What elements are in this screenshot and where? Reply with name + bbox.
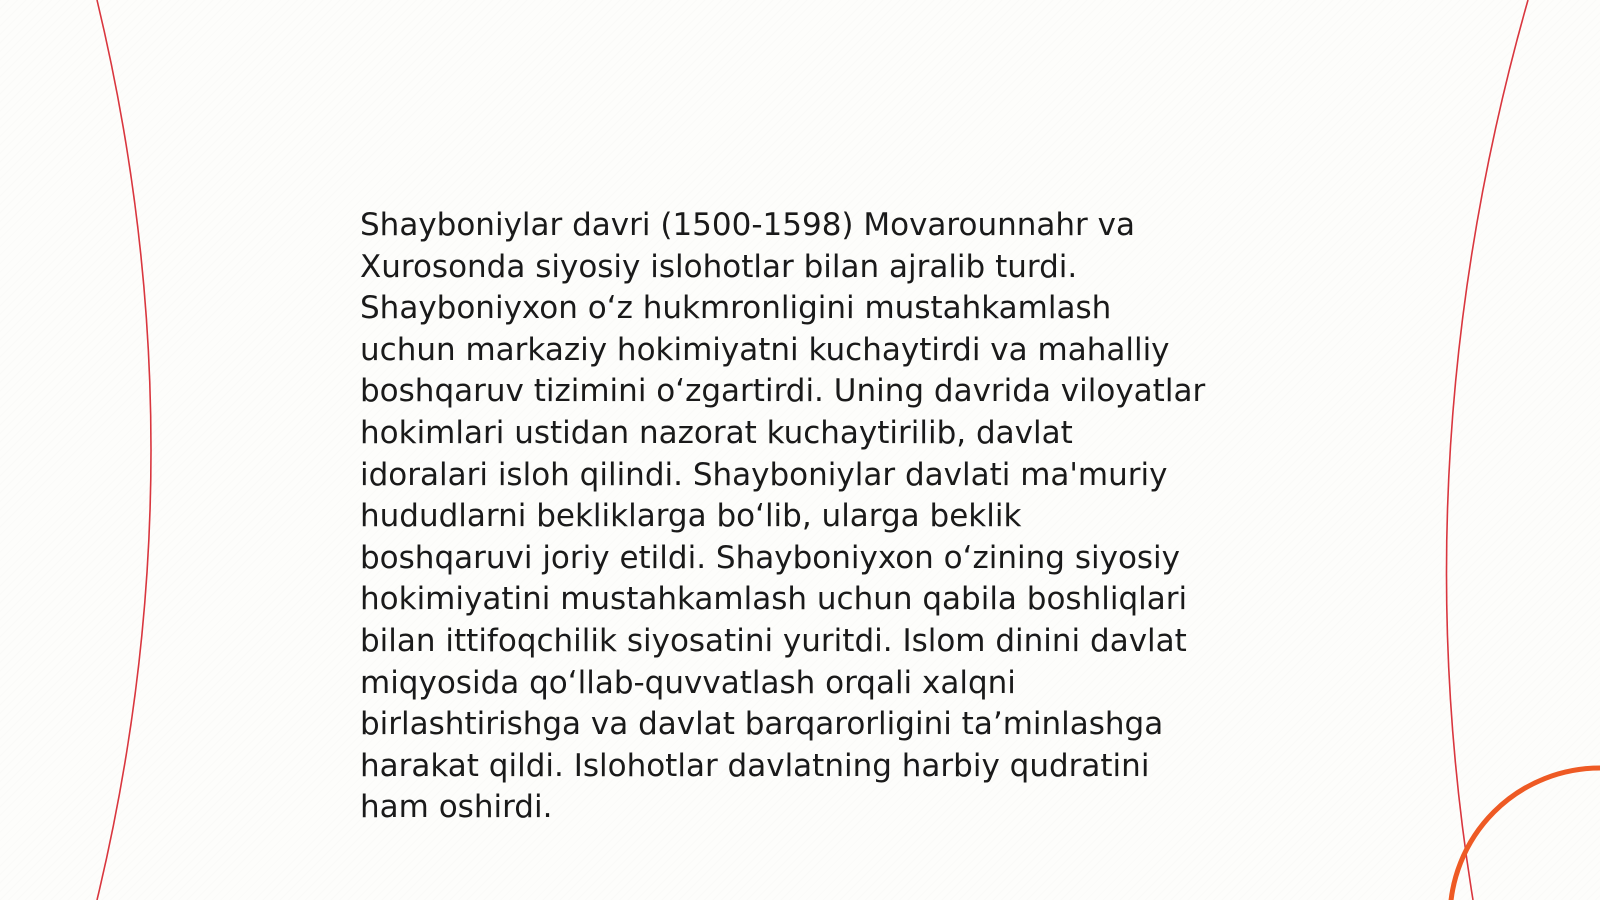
- text-line: hududlarni bekliklarga bo‘lib, ularga beklik: [360, 498, 1022, 535]
- text-line: Shayboniyxon o‘z hukmronligini mustahkamlash: [360, 290, 1112, 327]
- text-line: Shayboniylar davri (1500-1598) Movarounnahr va: [360, 207, 1135, 243]
- text-line: boshqaruv tizimini o‘zgartirdi. Uning davrida viloyatlar: [360, 373, 1206, 410]
- text-line: birlashtirishga va davlat barqarorligini ta’minlashga: [360, 706, 1164, 743]
- text-line: miqyosida qo‘llab-quvvatlash orqali xalqni: [360, 664, 1016, 701]
- text-line: uchun markaziy hokimiyatni kuchaytirdi va mahalliy: [360, 331, 1170, 368]
- text-line: Xurosonda siyosiy islohotlar bilan ajralib turdi.: [360, 248, 1078, 285]
- right-curve-line: [1446, 0, 1528, 900]
- text-line: hokimiyatini mustahkamlash uchun qabila boshliqlari: [360, 581, 1188, 618]
- left-curve-line: [97, 0, 151, 900]
- text-line: idoralari isloh qilindi. Shayboniylar davlati ma'muriy: [360, 456, 1168, 493]
- text-line: harakat qildi. Islohotlar davlatning harbiy qudratini: [360, 747, 1150, 784]
- slide-body-text: [360, 205, 1260, 829]
- text-line: bilan ittifoqchilik siyosatini yuritdi. Islom dinini davlat: [360, 622, 1187, 659]
- text-line: hokimlari ustidan nazorat kuchaytirilib, davlat: [360, 414, 1073, 451]
- text-line: ham oshirdi.: [360, 789, 553, 826]
- orange-circle-arc: [1450, 768, 1600, 900]
- text-line: boshqaruvi joriy etildi. Shayboniyxon o‘zining siyosiy: [360, 539, 1181, 576]
